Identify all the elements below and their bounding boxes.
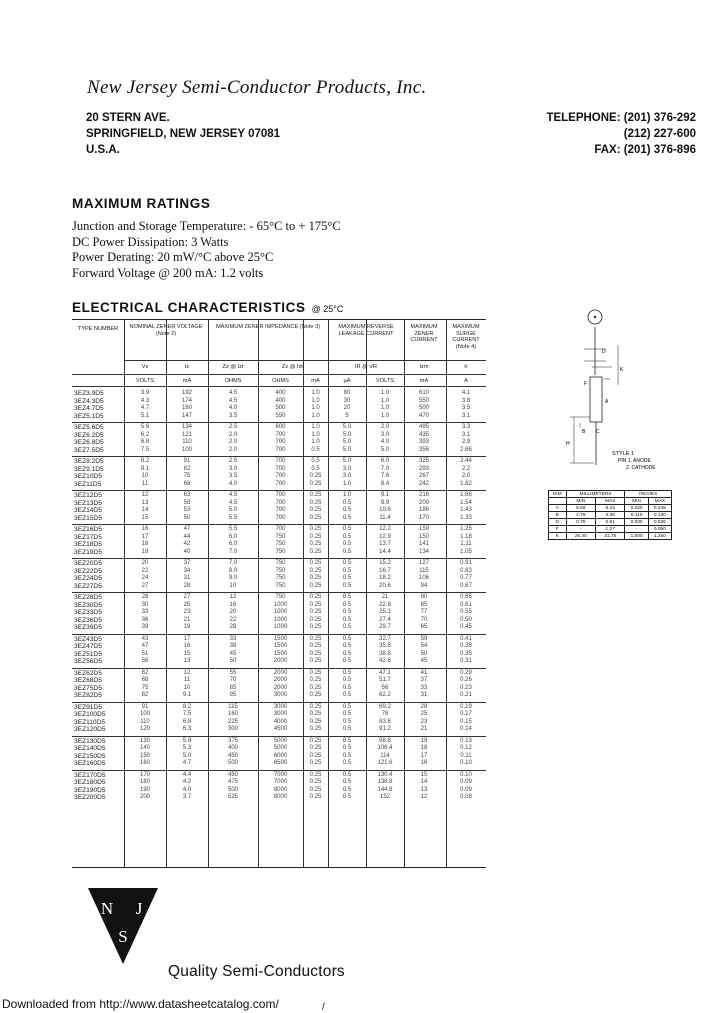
cell-vr: 32.7 35.8 38.8 42.6 <box>379 635 391 664</box>
dim-cell: B <box>549 512 567 519</box>
cell-vz: 62 68 75 82 <box>141 669 149 698</box>
dim-cell: 2.79 <box>566 512 595 519</box>
dim-cell: 0.245 <box>648 505 671 512</box>
cell-zzt: 55 70 85 95 <box>229 669 237 698</box>
pkg-label-b: B <box>582 429 586 435</box>
th-sub-zzt: Zz @ Izt <box>222 364 244 370</box>
dim-h-dim: DIM <box>549 491 567 498</box>
cell-zzt: 450 475 500 525 <box>227 771 238 800</box>
dim-cell: - <box>625 526 648 533</box>
cell-vr: 98.8 106.4 114 121.6 <box>377 737 393 766</box>
electrical-condition: @ 25°C <box>311 304 344 314</box>
cell-izk: 0.25 0.25 0.25 0.25 <box>309 703 322 732</box>
dim-cell: 0.130 <box>648 512 671 519</box>
cell-vr: 9.1 9.9 10.6 11.4 <box>379 492 391 521</box>
cell-iz: 8.2 7.5 6.8 6.3 <box>182 703 192 732</box>
cell-vr: 12.2 12.9 13.7 14.4 <box>379 526 391 555</box>
dim-col: MAX <box>595 498 624 505</box>
type-number-group: 3EZ28D5 3EZ30D5 3EZ33D5 3EZ36D5 3EZ39D5 <box>74 594 102 631</box>
dim-row <box>549 505 672 512</box>
address-line: 20 STERN AVE. <box>86 112 170 124</box>
cell-izm: 41 37 33 31 <box>420 669 428 698</box>
dimensions-table <box>548 490 672 540</box>
cell-vz: 3.9 4.3 4.7 5.1 <box>140 390 150 419</box>
group-rule <box>72 736 486 737</box>
cell-vz: 20 22 24 27 <box>141 560 149 589</box>
pkg-label-h: H <box>566 441 570 447</box>
dim-cell: K <box>549 533 567 540</box>
group-rule <box>72 558 486 559</box>
address-line: U.S.A. <box>86 144 120 156</box>
cell-iz: 37 34 31 28 <box>183 560 191 589</box>
cell-iz: 91 82 75 68 <box>183 458 191 487</box>
cell-surge: 2.44 2.2 2.0 1.82 <box>460 458 472 487</box>
rating-line: DC Power Dissipation: 3 Watts <box>72 234 229 249</box>
cell-izk: 0.25 0.25 0.25 0.25 <box>309 669 322 698</box>
cell-vz: 5.6 6.2 6.8 7.5 <box>140 424 150 453</box>
cell-zzk: 2000 2000 2000 3000 <box>273 669 288 698</box>
cell-surge: 3.3 3.1 2.9 2.66 <box>460 424 472 453</box>
cell-vz: 43 47 51 56 <box>141 635 149 664</box>
rating-line: Forward Voltage @ 200 mA: 1.2 volts <box>72 265 264 280</box>
cell-izk: 0.25 0.25 0.25 0.25 <box>309 492 322 521</box>
th-unit: VOLTS <box>376 378 394 384</box>
cell-vz: 91 100 110 120 <box>139 703 150 732</box>
cell-vz: 12 13 14 15 <box>141 492 149 521</box>
cell-iz: 12 11 10 9.1 <box>182 669 192 698</box>
cell-zzt: 12 16 20 22 28 <box>229 594 237 630</box>
dim-cell: 5.59 <box>566 505 595 512</box>
dim-cell: - <box>566 526 595 533</box>
cell-ir: 0.5 0.5 0.5 0.5 <box>342 771 352 800</box>
th-sub-ir: IR @ VR <box>354 364 378 370</box>
cell-zzk: 7000 7000 8000 8000 <box>273 771 288 800</box>
th-sub-vz: Vz <box>141 364 149 370</box>
cell-zzk: 1500 1500 1500 2000 <box>273 635 288 664</box>
cell-zzk: 750 750 750 750 <box>275 560 286 589</box>
group-rule <box>72 422 486 423</box>
cell-ir: 0.5 0.5 0.5 0.5 <box>342 560 352 589</box>
cell-surge: 0.13 0.12 0.11 0.10 <box>460 737 472 766</box>
logo-letter-j: J <box>135 899 143 918</box>
dim-col: MAX <box>648 498 671 505</box>
cell-zzk: 600 700 700 700 <box>275 424 286 453</box>
cell-izk: 0.25 0.25 0.25 0.25 <box>309 526 322 555</box>
cell-iz: 192 174 160 147 <box>181 390 192 419</box>
th-unit: OHMS <box>224 378 242 384</box>
dim-cell: 1.250 <box>648 533 671 540</box>
cell-zzk: 3000 3000 4000 4500 <box>273 703 288 732</box>
electrical-title: ELECTRICAL CHARACTERISTICS <box>72 300 306 315</box>
group-rule <box>72 524 486 525</box>
pkg-label-d: D <box>602 349 606 355</box>
cell-vr: 15.2 16.7 18.2 20.6 <box>379 560 391 589</box>
cell-vz: 8.2 9.1 10 11 <box>140 458 150 487</box>
cell-vr: 69.2 76 83.6 91.2 <box>379 703 391 732</box>
cell-izm: 610 550 500 470 <box>418 390 429 419</box>
group-rule <box>72 668 486 669</box>
th-unit: A <box>464 378 468 384</box>
dim-cell: 0.91 <box>595 519 624 526</box>
dim-col <box>549 498 567 505</box>
group-rule <box>72 592 486 593</box>
th-unit: VOLTS <box>136 378 154 384</box>
cell-iz: 63 58 53 50 <box>183 492 191 521</box>
cell-vr: 21 22.8 25.1 27.4 29.7 <box>379 594 391 630</box>
cell-zzt: 375 400 450 500 <box>227 737 238 766</box>
group-rule <box>72 634 486 635</box>
cell-surge: 0.41 0.38 0.35 0.31 <box>460 635 472 664</box>
th-sub-izm: Izm <box>419 364 429 370</box>
cell-zzk: 400 400 500 550 <box>275 390 286 419</box>
cell-izm: 485 435 393 356 <box>418 424 429 453</box>
cell-surge: 0.19 0.17 0.15 0.14 <box>460 703 472 732</box>
th-type: TYPE NUMBER <box>77 326 119 332</box>
cell-izk: 0.25 0.25 0.25 0.25 <box>309 737 322 766</box>
cell-zzk: 750 1000 1000 1000 1000 <box>273 594 288 630</box>
group-rule <box>72 456 486 457</box>
cell-izk: 0.25 0.25 0.25 0.25 <box>309 771 322 800</box>
type-number-group: 3EZ130D5 3EZ140D5 3EZ150D5 3EZ160D5 <box>74 737 106 767</box>
group-rule <box>72 770 486 771</box>
cell-surge: 0.10 0.09 0.09 0.08 <box>460 771 472 800</box>
electrical-heading <box>72 300 343 315</box>
th-unit: mA <box>311 378 320 384</box>
cell-izm: 59 54 50 45 <box>420 635 428 664</box>
rating-line: Power Derating: 20 mW/°C above 25°C <box>72 250 274 264</box>
group-rule <box>72 490 486 491</box>
cell-izk: 0.25 0.25 0.25 0.25 <box>309 635 322 664</box>
phone-line: (212) 227-600 <box>623 128 696 140</box>
dim-cell: A <box>549 505 567 512</box>
cell-vz: 170 180 190 200 <box>139 771 150 800</box>
cell-iz: 27 25 23 21 19 <box>183 594 191 630</box>
th-zener-voltage: NOMINAL ZENER VOLTAGE (Note 2) <box>129 324 203 337</box>
th-surge: MAXIMUM SURGE CURRENT (Note 4) <box>452 324 480 350</box>
cell-vr: 2.0 3.0 4.0 5.0 <box>380 424 390 453</box>
cell-iz: 134 121 110 100 <box>181 424 192 453</box>
cell-zzk: 700 700 700 700 <box>275 492 286 521</box>
dim-cell: D <box>549 519 567 526</box>
th-sub-surge: Ir <box>464 364 468 370</box>
dim-cell: 0.030 <box>625 519 648 526</box>
cell-ir: 0.5 0.5 0.5 0.5 <box>342 669 352 698</box>
cell-izm: 159 150 141 134 <box>418 526 429 555</box>
cell-vr: 1.0 1.0 1.0 1.0 <box>380 390 390 419</box>
cell-zzk: 700 700 700 700 <box>275 458 286 487</box>
pkg-style: STYLE 1 <box>612 451 635 457</box>
cell-izk: 1.0 1.0 1.0 0.5 <box>311 424 320 453</box>
dim-cell: 6.22 <box>595 505 624 512</box>
cell-zzt: 4.5 4.5 4.0 3.5 <box>228 390 238 419</box>
type-number-group: 3EZ12D5 3EZ13D5 3EZ14D5 3EZ15D5 <box>74 492 102 522</box>
cell-zzt: 7.0 8.0 9.0 10 <box>228 560 238 589</box>
th-unit: mA <box>419 378 429 384</box>
cell-surge: 1.66 1.54 1.43 1.33 <box>460 492 472 521</box>
cell-ir: 80 30 20 5 <box>343 390 351 419</box>
footer-dot: / <box>322 1002 325 1013</box>
cell-izk: 1.0 1.0 1.0 1.0 <box>311 390 320 419</box>
cell-vr: 130.4 136.8 144.8 152 <box>377 771 393 800</box>
cell-izm: 19 18 17 16 <box>420 737 428 766</box>
phone-line: FAX: (201) 376-896 <box>594 144 696 156</box>
dim-cell: 0.036 <box>648 519 671 526</box>
cell-izm: 28 25 23 21 <box>420 703 428 732</box>
cell-izm: 325 293 267 242 <box>418 458 429 487</box>
cell-izm: 90 85 77 70 65 <box>420 594 428 630</box>
cell-zzk: 5000 5000 6000 6500 <box>273 737 288 766</box>
cell-zzt: 33 38 45 50 <box>229 635 237 664</box>
group-rule <box>72 702 486 703</box>
cell-surge: 0.29 0.26 0.23 0.21 <box>460 669 472 698</box>
cell-ir: 5.0 3.0 3.0 1.0 <box>342 458 352 487</box>
th-leakage: MAXIMUM REVERSE LEAKAGE CURRENT <box>338 324 394 337</box>
cell-surge: 4.1 3.8 3.5 3.1 <box>461 390 471 419</box>
dim-row <box>549 526 672 533</box>
cell-iz: 4.4 4.2 4.0 3.7 <box>182 771 192 800</box>
dim-cell: 1.000 <box>625 533 648 540</box>
package-outline-drawing <box>560 305 670 475</box>
type-number-group: 3EZ3.9D5 3EZ4.3D5 3EZ4.7D5 3EZ5.1D5 <box>74 390 104 420</box>
pkg-label-k: K <box>620 367 624 373</box>
cell-izk: 0.25 0.25 0.25 0.25 0.25 <box>309 594 322 630</box>
table-header-rule <box>72 386 486 387</box>
th-zener-impedance: MAXIMUM ZENER IMPEDANCE (Note 3) <box>215 324 321 330</box>
dim-row <box>549 519 672 526</box>
dim-cell: 0.76 <box>566 519 595 526</box>
dim-row <box>549 533 672 540</box>
cell-zzt: 2.5 2.0 2.0 2.0 <box>228 424 238 453</box>
cell-ir: 0.5 0.5 0.5 0.5 <box>342 737 352 766</box>
company-phone <box>546 110 696 158</box>
cell-vz: 16 17 18 19 <box>141 526 149 555</box>
cell-izm: 216 200 186 170 <box>418 492 429 521</box>
th-unit: mA <box>182 378 192 384</box>
cell-zzt: 2.5 3.0 3.5 4.0 <box>228 458 238 487</box>
cell-surge: 0.65 0.61 0.55 0.50 0.45 <box>460 594 472 630</box>
cell-ir: 0.5 0.5 0.5 0.5 <box>342 635 352 664</box>
dim-h-mm: MILLIMETERS <box>566 491 625 498</box>
phone-line: TELEPHONE: (201) 376-292 <box>546 112 696 124</box>
cell-zzt: 4.5 4.5 5.0 5.5 <box>228 492 238 521</box>
dim-h-in: INCHES <box>625 491 672 498</box>
cell-iz: 47 44 42 40 <box>183 526 191 555</box>
pkg-pin1: PIN 1. ANODE <box>618 458 651 464</box>
cell-surge: 1.25 1.18 1.11 1.05 <box>460 526 472 555</box>
dim-col: MIN <box>566 498 595 505</box>
dim-cell: 0.050 <box>648 526 671 533</box>
cell-ir: 5.0 5.0 5.0 5.0 <box>342 424 352 453</box>
logo-letter-s: S <box>118 927 128 946</box>
dim-cell: 25.40 <box>566 533 595 540</box>
dim-cell: 0.110 <box>625 512 648 519</box>
address-line: SPRINGFIELD, NEW JERSEY 07081 <box>86 128 281 140</box>
type-number-group: 3EZ170D5 3EZ180D5 3EZ190D5 3EZ200D5 <box>74 771 106 801</box>
logo-letter-n: N <box>100 899 114 918</box>
download-source[interactable]: Downloaded from http://www.datasheetcatalog.com/ <box>2 997 279 1011</box>
type-number-group: 3EZ43D5 3EZ47D5 3EZ51D5 3EZ56D5 <box>74 635 102 665</box>
type-number-group: 3EZ8.2D5 3EZ9.1D5 3EZ10D5 3EZ11D5 <box>74 458 104 488</box>
cell-ir: 0.5 0.5 0.5 0.5 <box>342 703 352 732</box>
dim-cell: 0.220 <box>625 505 648 512</box>
type-number-group: 3EZ20D5 3EZ22D5 3EZ24D5 3EZ27D5 <box>74 560 102 590</box>
dim-row <box>549 512 672 519</box>
cell-ir: 0.5 0.5 0.5 0.5 0.5 <box>342 594 352 630</box>
pkg-label-c: C <box>596 429 600 435</box>
cell-vz: 130 140 150 160 <box>139 737 150 766</box>
pkg-label-a: A <box>605 399 609 405</box>
cell-zzk: 700 750 750 750 <box>275 526 286 555</box>
cell-ir: 1.0 0.5 0.5 0.5 <box>342 492 352 521</box>
cell-zzt: 5.5 6.0 6.0 7.0 <box>228 526 238 555</box>
cell-vz: 28 30 33 36 39 <box>141 594 149 630</box>
dim-col: MIN <box>625 498 648 505</box>
dim-cell: F <box>549 526 567 533</box>
company-address <box>86 110 280 158</box>
cell-vr: 47.1 51.7 56 62.2 <box>379 669 391 698</box>
type-number-group: 3EZ62D5 3EZ68D5 3EZ75D5 3EZ82D5 <box>74 669 102 699</box>
th-unit: µA <box>343 378 351 384</box>
table-header-rule <box>72 374 486 375</box>
cell-iz: 5.8 5.3 5.0 4.7 <box>182 737 192 766</box>
type-number-group: 3EZ5.6D5 3EZ6.2D5 3EZ6.8D5 3EZ7.5D5 <box>74 424 104 454</box>
max-ratings-heading: MAXIMUM RATINGS <box>72 196 211 211</box>
njs-logo <box>86 884 160 968</box>
th-unit: OHMS <box>272 378 289 384</box>
pkg-pin2: 2. CATHODE <box>626 465 656 471</box>
cell-izk: 0.25 0.25 0.25 0.25 <box>309 560 322 589</box>
cell-ir: 0.5 0.5 0.5 0.5 <box>342 526 352 555</box>
cell-izm: 15 14 13 12 <box>420 771 428 800</box>
type-number-group: 3EZ16D5 3EZ17D5 3EZ18D5 3EZ19D5 <box>74 526 102 556</box>
th-sub-zzk: Zz @ Izk <box>281 364 305 370</box>
cell-surge: 0.91 0.83 0.77 0.67 <box>460 560 472 589</box>
table-header-rule <box>124 360 486 361</box>
electrical-table <box>72 319 486 868</box>
company-name: New Jersey Semi-Conductor Products, Inc. <box>87 77 427 98</box>
dim-cell: 31.75 <box>595 533 624 540</box>
cell-iz: 17 16 15 13 <box>183 635 191 664</box>
type-number-group: 3EZ91D5 3EZ100D5 3EZ110D5 3EZ120D5 <box>74 703 106 733</box>
rating-line: Junction and Storage Temperature: - 65°C to + 175°C <box>72 219 341 233</box>
cell-izm: 127 115 106 94 <box>418 560 429 589</box>
cell-vr: 6.0 7.0 7.6 8.4 <box>380 458 390 487</box>
th-sub-iz: Iz <box>184 364 190 370</box>
cell-izk: 0.5 0.5 0.25 0.25 <box>309 458 322 487</box>
max-ratings-list <box>72 219 341 281</box>
dim-cell: 1.27 <box>595 526 624 533</box>
th-zener-current: MAXIMUM ZENER CURRENT <box>410 324 438 343</box>
cell-zzt: 115 160 225 300 <box>227 703 238 732</box>
dim-cell: 3.30 <box>595 512 624 519</box>
tagline: Quality Semi-Conductors <box>168 963 345 980</box>
pkg-label-f: F <box>584 381 588 387</box>
